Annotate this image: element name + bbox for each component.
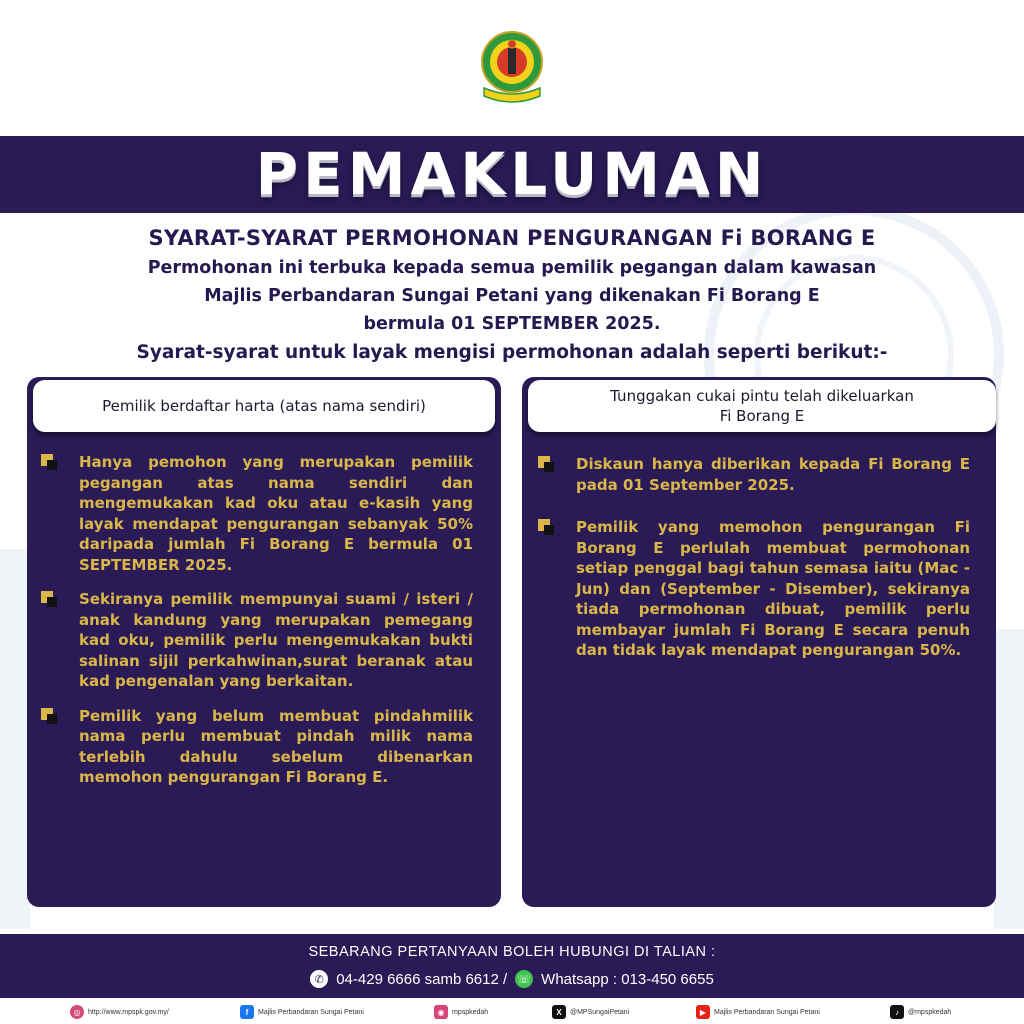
social-facebook[interactable]: [240, 1004, 364, 1020]
panel-tax-arrears: [522, 377, 996, 907]
phone-icon: ✆: [310, 970, 328, 988]
bullet-icon: [41, 591, 62, 609]
bullet-icon: [41, 708, 62, 726]
panel-registered-owner: [27, 377, 501, 907]
phone-number[interactable]: 04-429 6666 samb 6612 /: [336, 970, 508, 988]
social-tiktok[interactable]: [890, 1004, 951, 1020]
social-x[interactable]: [552, 1004, 629, 1020]
youtube-name[interactable]: Majlis Perbandaran Sungai Petani: [714, 1008, 820, 1016]
social-youtube[interactable]: [696, 1004, 820, 1020]
intro-line-4: Syarat-syarat untuk layak mengisi permohonan adalah seperti berikut:-: [136, 342, 888, 363]
social-website[interactable]: [70, 1004, 169, 1020]
condition-list-left: [41, 452, 473, 802]
panel-title-right-line-1: Tunggakan cukai pintu telah dikeluarkan: [610, 387, 914, 405]
intro-line-1: Permohonan ini terbuka kepada semua pemilik pegangan dalam kawasan: [147, 258, 877, 278]
panel-title-left-text: Pemilik berdaftar harta (atas nama sendiri): [102, 397, 426, 415]
page-title: PEMAKLUMAN: [255, 140, 769, 208]
bullet-icon: [41, 454, 62, 472]
social-instagram[interactable]: [434, 1004, 488, 1020]
section-title: SYARAT-SYARAT PERMOHONAN PENGURANGAN Fi BORANG E: [148, 226, 876, 250]
x-handle[interactable]: @MPSungaiPetani: [570, 1008, 630, 1016]
watermark-building-right: [994, 629, 1024, 929]
contact-footer: [0, 934, 1024, 998]
list-item: [538, 517, 970, 661]
condition-text: Pemilik yang memohon pengurangan Fi Borang E perlulah membuat permohonan setiap penggal bagi tahun semasa iaitu (Mac - Jun) dan (September - Disember), sekiranya tiada permohonan dibuat, pemilik perlu membayar jumlah Fi Borang E secara penuh dan tidak layak mendapat pengurangan 50%.: [576, 518, 970, 659]
condition-list-right: [538, 454, 970, 675]
tiktok-handle[interactable]: @mpspkedah: [908, 1008, 952, 1016]
list-item: [538, 454, 970, 495]
panel-title-left: [33, 380, 495, 432]
social-bar: [0, 1000, 1024, 1024]
panel-title-right: [528, 380, 996, 432]
watermark-building-left: [0, 549, 30, 929]
contact-heading: SEBARANG PERTANYAAN BOLEH HUBUNGI DI TALIAN :: [308, 944, 716, 960]
intro-section: [0, 226, 1024, 367]
x-icon: X: [552, 1005, 566, 1019]
condition-text: Pemilik yang belum membuat pindahmilik nama perlu membuat pindah milik nama terlebih dahulu sebelum dibenarkan memohon pengurangan Fi Borang E.: [79, 706, 473, 786]
facebook-name[interactable]: Majlis Perbandaran Sungai Petani: [258, 1008, 364, 1016]
list-item: [41, 452, 473, 575]
whatsapp-number[interactable]: Whatsapp : 013-450 6655: [541, 970, 714, 988]
panel-title-right-line-2: Fi Borang E: [719, 407, 805, 425]
council-logo-icon: [478, 30, 546, 108]
whatsapp-icon: ☏: [515, 970, 533, 988]
list-item: [41, 589, 473, 692]
website-url[interactable]: http://www.mpspk.gov.my/: [88, 1008, 169, 1016]
list-item: [41, 706, 473, 788]
title-banner: [0, 136, 1024, 213]
youtube-icon: ▶: [696, 1005, 710, 1019]
bullet-icon: [538, 519, 559, 537]
intro-line-3: bermula 01 SEPTEMBER 2025.: [363, 314, 661, 334]
intro-line-2: Majlis Perbandaran Sungai Petani yang dikenakan Fi Borang E: [204, 286, 820, 306]
bullet-icon: [538, 456, 559, 474]
instagram-icon: ◉: [434, 1005, 448, 1019]
instagram-handle[interactable]: mpspkedah: [452, 1008, 489, 1016]
contact-line: [0, 970, 1024, 988]
condition-text: Hanya pemohon yang merupakan pemilik pegangan atas nama sendiri dan mengemukakan kad oku atau e-kasih yang layak mendapat pengurangan sebanyak 50% daripada jumlah Fi Borang E bermula 01 SEPTEMBER 2025.: [79, 453, 473, 574]
condition-text: Diskaun hanya diberikan kepada Fi Borang E pada 01 September 2025.: [576, 455, 970, 494]
tiktok-icon: ♪: [890, 1005, 904, 1019]
globe-icon: ◎: [70, 1005, 84, 1019]
condition-text: Sekiranya pemilik mempunyai suami / isteri / anak kandung yang merupakan pemegang kad oku, pemilik perlu mengemukakan bukti salinan sijil perkahwinan,surat beranak atau kad pengenalan yang berkaitan.: [79, 590, 473, 690]
facebook-icon: f: [240, 1005, 254, 1019]
